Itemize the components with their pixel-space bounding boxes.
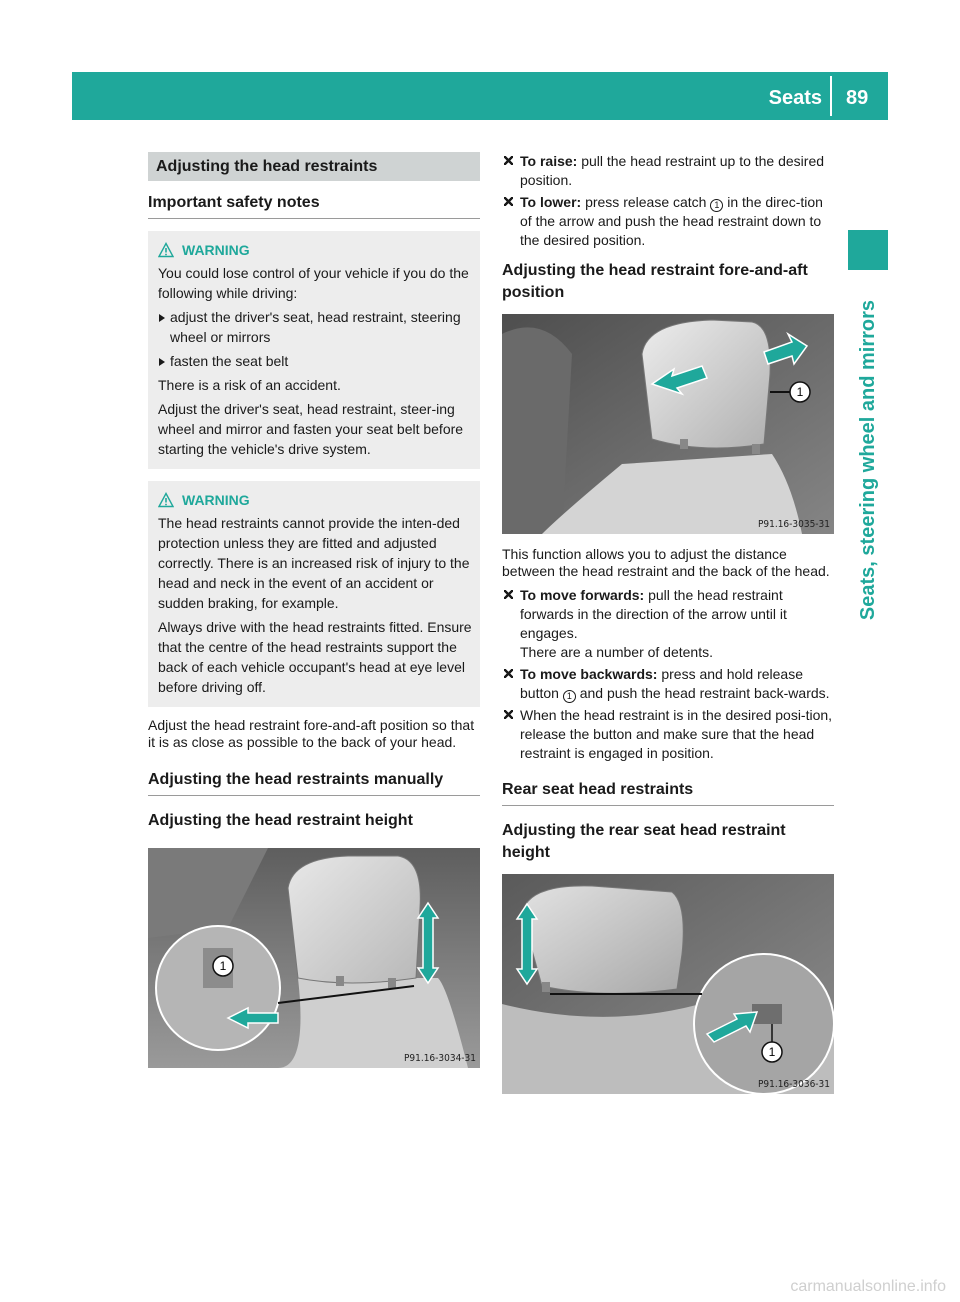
svg-text:1: 1 xyxy=(219,959,227,973)
head-restraint-height-image xyxy=(148,848,480,1068)
step-forwards xyxy=(502,586,834,662)
watermark: carmanualsonline.info xyxy=(790,1278,946,1295)
step-backwards xyxy=(502,665,834,703)
header-divider xyxy=(830,76,832,116)
step-label: To raise: xyxy=(520,153,578,169)
warning-advice: Adjust the driver's seat, head restraint, steer-ing wheel and mirror and fasten your seat belt before starting the vehicle's drive system. xyxy=(158,401,464,457)
warning-triangle-icon xyxy=(158,492,174,508)
image-code: P91.16-3035-31 xyxy=(757,519,830,530)
step-text: pull the head restraint up to the desired position. xyxy=(520,153,825,188)
step-lower xyxy=(502,193,834,250)
callout-1-icon: 1 xyxy=(710,199,723,212)
callout-1-icon: 1 xyxy=(563,690,576,703)
warning-risk: There is a risk of an accident. xyxy=(158,377,341,393)
warning-text: The head restraints cannot provide the inten-ded protection unless they are fitted and adjusted correctly. There is an increased risk of injury to the head and neck in the event of an accident or sudden braking, for example. xyxy=(158,515,470,611)
step-text: in the direc-tion of the arrow and push the head restraint down to the desired position. xyxy=(520,194,823,248)
warning-advice: Always drive with the head restraints fitted. Ensure that the centre of the head restraints support the back of each vehicle occupant's head at eye level before driving off. xyxy=(158,619,472,695)
svg-text:1: 1 xyxy=(768,1045,776,1059)
safety-heading: Important safety notes xyxy=(148,192,480,219)
svg-text:1: 1 xyxy=(796,385,804,399)
warning-bullets xyxy=(158,307,472,371)
head-restraint-foreaft-image xyxy=(502,314,834,534)
warning-intro: You could lose control of your vehicle if you do the following while driving: xyxy=(158,265,469,301)
section-title: Adjusting the head restraints xyxy=(148,152,480,181)
chapter-title: Seats xyxy=(768,87,822,109)
rear-height-heading: Adjusting the rear seat head restraint height xyxy=(502,822,786,861)
height-steps xyxy=(502,152,834,250)
image-code: P91.16-3034-31 xyxy=(403,1053,476,1064)
warning-triangle-icon xyxy=(158,242,174,258)
manual-heading: Adjusting the head restraints manually xyxy=(148,769,480,796)
step-note: There are a number of detents. xyxy=(520,644,713,660)
warning-header xyxy=(158,491,472,509)
step-label: To move forwards: xyxy=(520,587,645,603)
foreaft-heading: Adjusting the head restraint fore-and-aft position xyxy=(502,262,808,301)
warning-bullet: fasten the seat belt xyxy=(158,351,472,371)
foreaft-steps xyxy=(502,586,834,763)
image-code: P91.16-3036-31 xyxy=(757,1079,830,1090)
height-heading: Adjusting the head restraint height xyxy=(148,812,413,829)
warning-bullet: adjust the driver's seat, head restraint, steering wheel or mirrors xyxy=(158,307,472,347)
step-text: pull the head restraint forwards in the direction of the arrow until it engages. xyxy=(520,587,787,641)
warning-label: WARNING xyxy=(182,242,250,258)
warning-header xyxy=(158,241,472,259)
rear-head-restraint-image xyxy=(502,874,834,1094)
adjust-note: Adjust the head restraint fore-and-aft position so that it is as close as possible to the back of your head. xyxy=(148,717,475,750)
warning-label: WARNING xyxy=(182,492,250,508)
chapter-tab-marker xyxy=(848,230,888,270)
foreaft-intro: This function allows you to adjust the distance between the head restraint and the back of the head. xyxy=(502,546,830,579)
header-band xyxy=(72,72,888,120)
step-text: and push the head restraint back-wards. xyxy=(575,685,830,701)
rear-heading: Rear seat head restraints xyxy=(502,779,834,806)
step-label: To move backwards: xyxy=(520,666,658,682)
step-text: press and hold release button xyxy=(520,666,803,701)
step-raise xyxy=(502,152,834,190)
page-number: 89 xyxy=(846,87,869,109)
step-label: To lower: xyxy=(520,194,582,210)
chapter-side-label: Seats, steering wheel and mirrors xyxy=(857,299,879,621)
warning-box-1 xyxy=(148,231,480,469)
warning-box-2 xyxy=(148,481,480,707)
right-column xyxy=(502,152,834,1094)
step-text: press release catch xyxy=(581,194,711,210)
step-release: When the head restraint is in the desired posi-tion, release the button and make sure that the head restraint is engaged in position. xyxy=(502,706,834,763)
left-column xyxy=(148,152,480,1068)
